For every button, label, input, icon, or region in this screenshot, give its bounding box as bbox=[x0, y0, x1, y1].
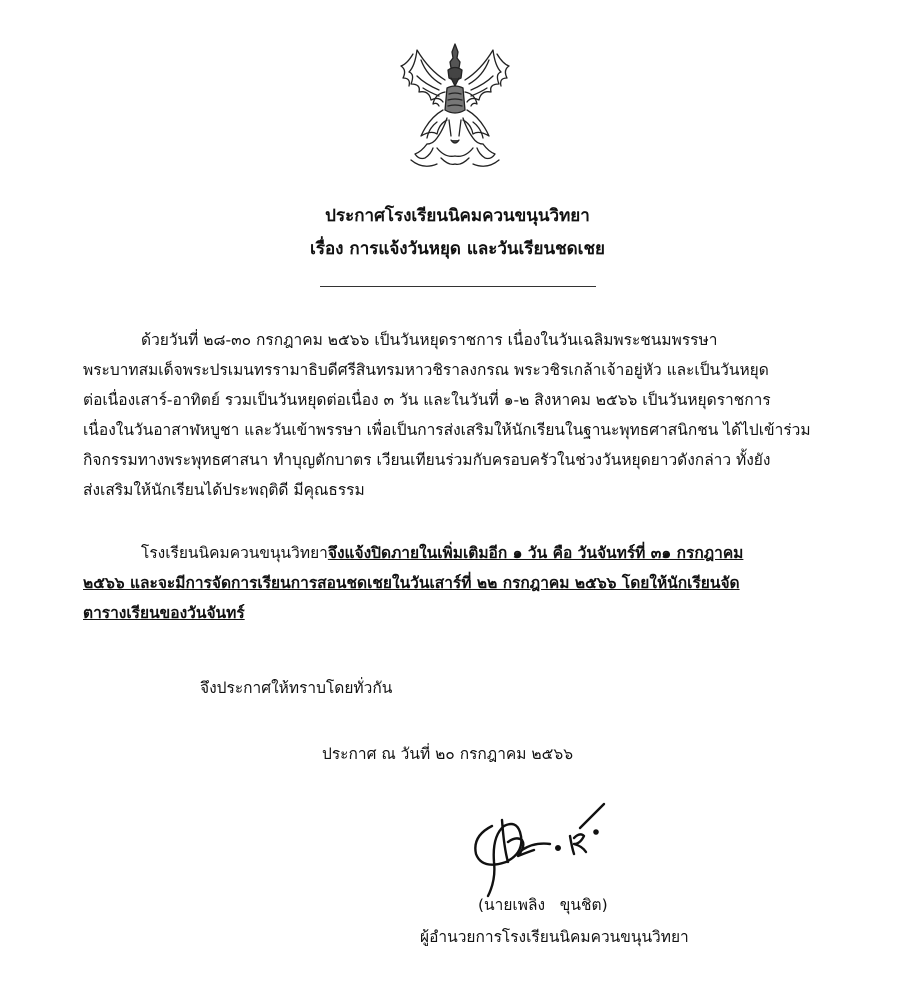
paragraph-line bbox=[83, 538, 843, 568]
paragraph-line: ด้วยวันที่ ๒๘-๓๐ กรกฎาคม ๒๕๖๖ เป็นวันหยุดราชการ เนื่องในวันเฉลิมพระชนมพรรษา bbox=[141, 331, 718, 349]
paragraph-line: เนื่องในวันอาสาฬหบูชา และวันเข้าพรรษา เพื่อเป็นการส่งเสริมให้นักเรียนในฐานะพุทธศาสนิกชน ได้ไปเข้าร่วม bbox=[83, 421, 811, 439]
makeup-class-emphasis: ๒๕๖๖ และจะมีการจัดการเรียนการสอนชดเชยในวันเสาร์ที่ ๒๒ กรกฎาคม ๒๕๖๖ โดยให้นักเรียนจัด bbox=[83, 574, 740, 592]
signer-name: (นายเพลิง ขุนชิต) bbox=[478, 896, 608, 914]
paragraph-line: ส่งเสริมให้นักเรียนได้ประพฤติดี มีคุณธรรม bbox=[83, 481, 365, 499]
paragraph-line bbox=[83, 598, 843, 628]
signature-icon bbox=[462, 792, 612, 900]
body-paragraph-1 bbox=[83, 325, 843, 505]
announcement-title: ประกาศโรงเรียนนิคมควนขนุนวิทยา bbox=[325, 206, 590, 226]
paragraph-line: ต่อเนื่องเสาร์-อาทิตย์ รวมเป็นวันหยุดต่อเนื่อง ๓ วัน และในวันที่ ๑-๒ สิงหาคม ๒๕๖๖ เป็นวันหยุดราชการ bbox=[83, 391, 771, 409]
title-divider bbox=[320, 286, 596, 287]
garuda-emblem-icon bbox=[393, 40, 517, 174]
closure-notice-emphasis: จึงแจ้งปิดภายในเพิ่มเติมอีก ๑ วัน คือ วันจันทร์ที่ ๓๑ กรกฎาคม bbox=[327, 544, 744, 562]
timetable-emphasis: ตารางเรียนของวันจันทร์ bbox=[83, 604, 245, 622]
school-name-text: โรงเรียนนิคมควนขนุนวิทยา bbox=[141, 544, 328, 562]
body-paragraph-2 bbox=[83, 538, 843, 628]
paragraph-line bbox=[83, 568, 843, 598]
paragraph-line: พระบาทสมเด็จพระปรเมนทรรามาธิบดีศรีสินทรมหาวชิราลงกรณ พระวชิรเกล้าเจ้าอยู่หัว และเป็นวันหยุด bbox=[83, 361, 769, 379]
paragraph-line: กิจกรรมทางพระพุทธศาสนา ทำบุญตักบาตร เวียนเทียนร่วมกับครอบครัวในช่วงวันหยุดยาวดังกล่าว ทั้งยัง bbox=[83, 451, 771, 469]
announcement-date: ประกาศ ณ วันที่ ๒๐ กรกฎาคม ๒๕๖๖ bbox=[322, 745, 574, 763]
signer-position: ผู้อำนวยการโรงเรียนนิคมควนขนุนวิทยา bbox=[420, 928, 689, 946]
closing-statement: จึงประกาศให้ทราบโดยทั่วกัน bbox=[200, 679, 393, 697]
announcement-subject: เรื่อง การแจ้งวันหยุด และวันเรียนชดเชย bbox=[310, 239, 605, 259]
